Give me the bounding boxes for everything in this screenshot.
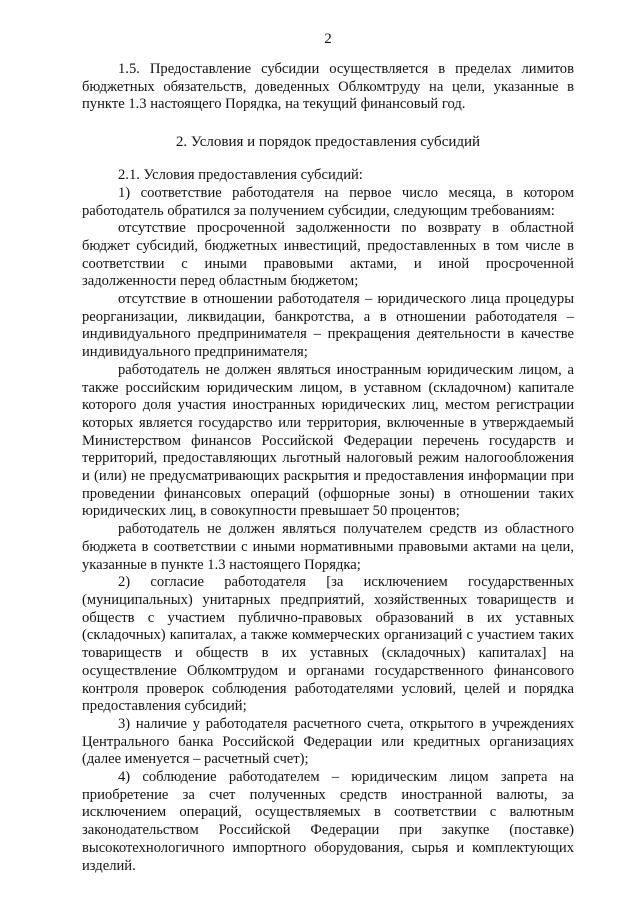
paragraph-condition-3: 3) наличие у работодателя расчетного счета, открытого в учреждениях Центрального банка Российской Федерации или кредитных организациях (далее именуется – расчетный счет); <box>82 715 574 768</box>
section-heading: 2. Условия и порядок предоставления субсидий <box>175 134 481 151</box>
paragraph-condition-1: 1) соответствие работодателя на первое число месяца, в котором работодатель обратился за получением субсидии, следующим требованиям: <box>82 184 574 219</box>
paragraph-not-recipient: работодатель не должен являться получателем средств из областного бюджета в соответствии с иными нормативными правовыми актами на цели, указанные в пункте 1.3 настоящего Порядка; <box>82 521 574 573</box>
document-body <box>82 61 574 875</box>
page-number: 2 <box>324 31 332 47</box>
paragraph-2-1: 2.1. Условия предоставления субсидий: <box>118 167 363 184</box>
paragraph-condition-2: 2) согласие работодателя [за исключением государственных (муниципальных) унитарных предприятий, хозяйственных товариществ и обществ с участием публично-правовых образований в их уставных (складочных) капиталах, а также коммерческих организаций с участием таких товариществ и обществ в их уставных (складочных) капиталах] на осуществление Облкомтрудом и органами государственного финансового контроля проверок соблюдения работодателями условий, целей и порядка предоставления субсидий; <box>82 574 574 715</box>
paragraph-no-reorganization: отсутствие в отношении работодателя – юридического лица процедуры реорганизации, ликвидации, банкротства, а в отношении работодателя – индивидуального предпринимателя – прекращения деятельности в качестве индивидуального предпринимателя; <box>82 291 574 361</box>
paragraph-1-5: 1.5. Предоставление субсидии осуществляется в пределах лимитов бюджетных обязательств, доведенных Облкомтруду на цели, указанные в пункте 1.3 настоящего Порядка, на текущий финансовый год. <box>82 61 574 113</box>
paragraph-no-overdue-debt: отсутствие просроченной задолженности по возврату в областной бюджет субсидий, бюджетных инвестиций, предоставленных в том числе в соответствии с иными правовыми актами, и иной просроченной задолженности перед областным бюджетом; <box>82 220 574 290</box>
paragraph-not-foreign-entity: работодатель не должен являться иностранным юридическим лицом, а также российским юридическим лицом, в уставном (складочном) капитале которого доля участия иностранных юридических лиц, местом регистрации которых является государство или территория, включенные в утверждаемый Министерством финансов Российской Федерации перечень государств и территорий, предоставляющих льготный налоговый режим налогообложения и (или) не предусматривающих раскрытия и предоставления информации при проведении финансовых операций (офшорные зоны) в отношении таких юридических лиц, в совокупности превышает 50 процентов; <box>82 361 574 520</box>
paragraph-condition-4: 4) соблюдение работодателем – юридическим лицом запрета на приобретение за счет полученных средств иностранной валюты, за исключением операций, осуществляемых в соответствии с валютным законодательством Российской Федерации при закупке (поставке) высокотехнологичного импортного оборудования, сырья и комплектующих изделий. <box>82 769 574 874</box>
